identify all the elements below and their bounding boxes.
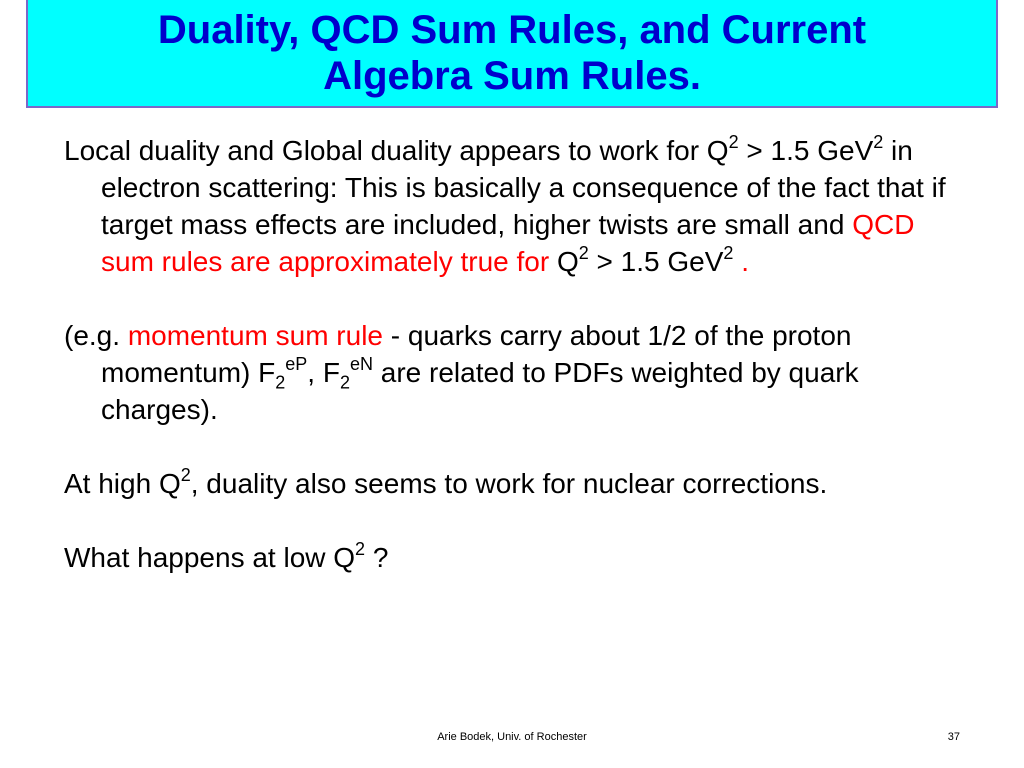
text-segment: ?: [365, 542, 389, 573]
text-segment: , duality also seems to work for nuclear corrections.: [190, 468, 828, 499]
text-segment: What happens at low Q: [64, 542, 356, 573]
superscript: 2: [355, 538, 366, 559]
superscript: 2: [578, 242, 589, 263]
subscript: 2: [339, 372, 350, 393]
text-segment: At high Q: [64, 468, 181, 499]
text-segment: (e.g.: [64, 320, 128, 351]
paragraph-low-q2: [64, 539, 954, 576]
paragraph-nuclear-corrections: [64, 465, 954, 502]
text-segment: Q: [549, 246, 579, 277]
text-segment: are related to PDFs weighted by quark charges).: [101, 357, 859, 425]
superscript: 2: [180, 464, 191, 485]
highlight-text: momentum sum rule: [127, 320, 383, 351]
highlight-text: .: [733, 246, 749, 277]
text-segment: Local duality and Global duality appears to work for Q: [64, 135, 729, 166]
text-segment: in electron scattering: This is basically a consequence of the fact that if target mass effects are included, higher twists are small and: [101, 135, 946, 240]
paragraph-momentum-sum-rule: [64, 317, 954, 428]
superscript: 2: [723, 242, 734, 263]
page-number: 37: [947, 731, 960, 743]
text-segment: > 1.5 GeV: [738, 135, 874, 166]
superscript: 2: [728, 131, 739, 152]
text-segment: > 1.5 GeV: [588, 246, 724, 277]
title-banner: [26, 0, 998, 108]
highlight-text: QCD sum rules are approximately true for: [101, 209, 915, 277]
slide-body: [64, 132, 954, 576]
superscript: eN: [349, 353, 373, 374]
slide-title: [148, 7, 876, 99]
superscript: 2: [873, 131, 884, 152]
text-segment: , F: [307, 357, 340, 388]
paragraph-duality: [64, 132, 954, 280]
title-line-2: Algebra Sum Rules.: [323, 54, 701, 98]
title-line-1: Duality, QCD Sum Rules, and Current: [157, 8, 867, 52]
text-segment: - quarks carry about 1/2 of the proton momentum) F: [101, 320, 852, 388]
footer-author: Arie Bodek, Univ. of Rochester: [437, 731, 587, 743]
superscript: eP: [285, 353, 308, 374]
subscript: 2: [275, 372, 286, 393]
